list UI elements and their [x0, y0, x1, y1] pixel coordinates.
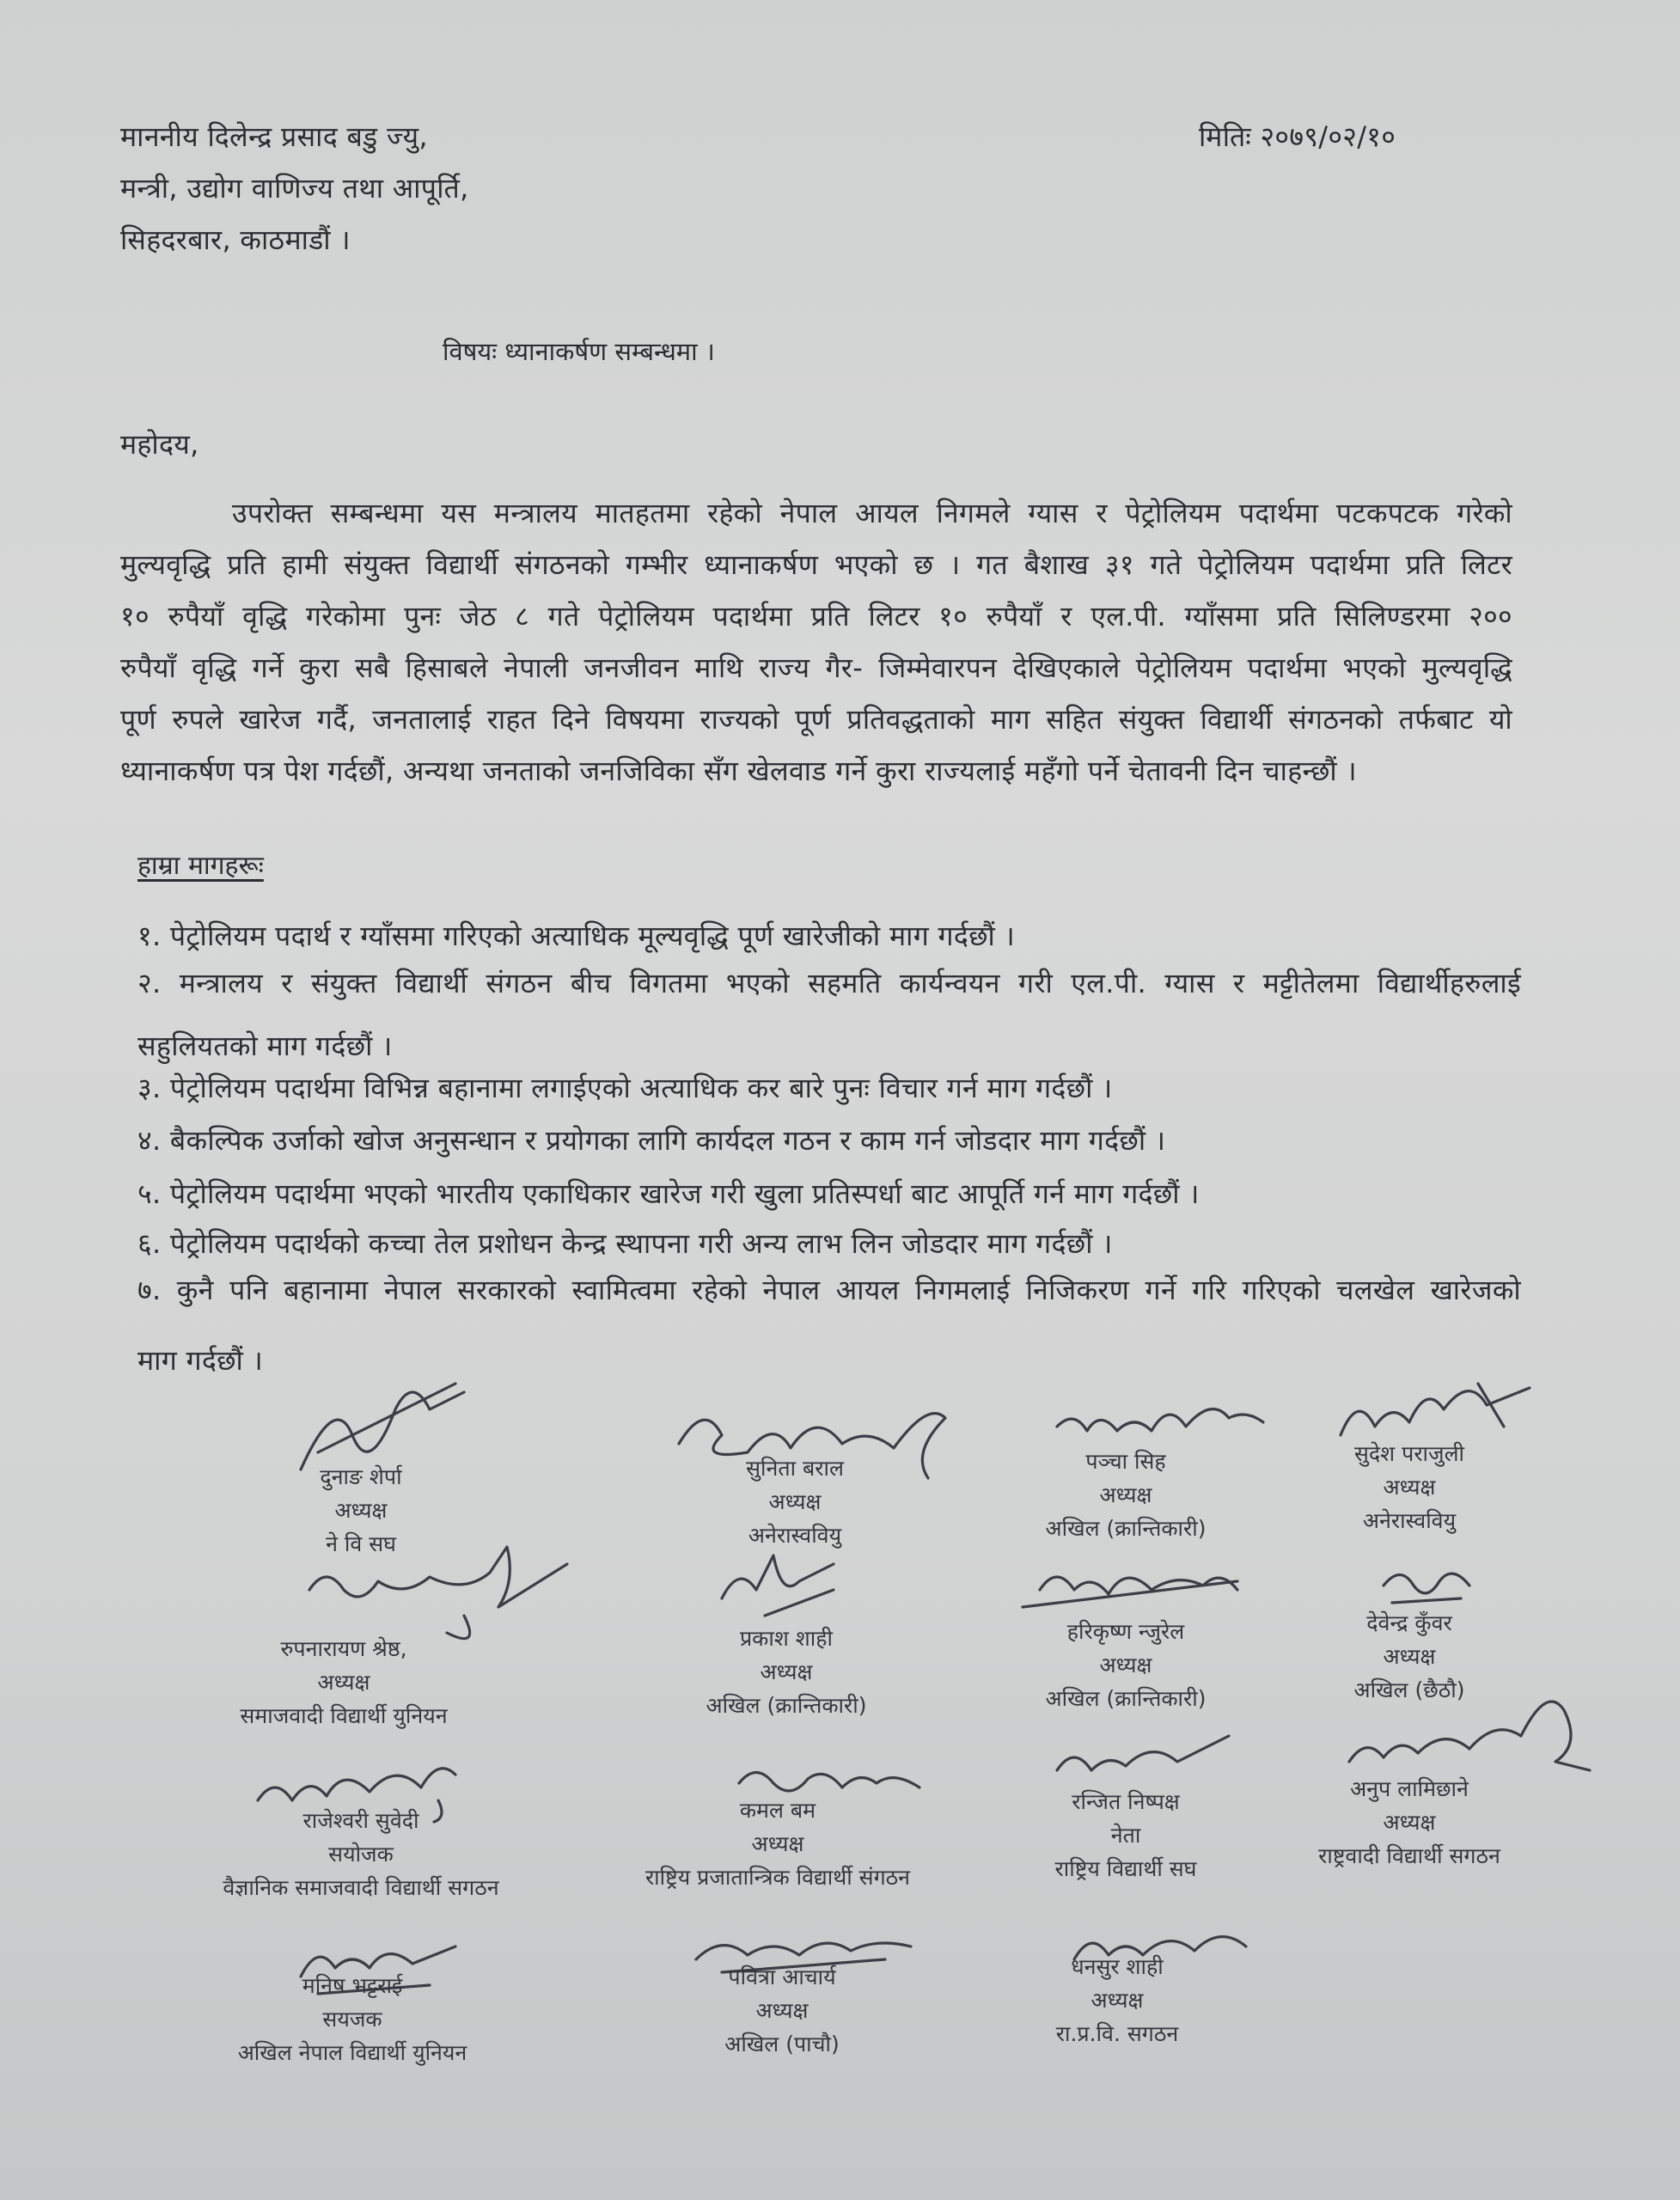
signatory-name: रन्जित निष्पक्ष: [1072, 1789, 1180, 1814]
signatory-name: पवित्रा आचार्य: [728, 1965, 836, 1989]
signatory-role: अध्यक्ष: [768, 1488, 822, 1514]
signatory-block: [1220, 1773, 1598, 1873]
signatory-org: रा.प्र.वि. सगठन: [1055, 2020, 1179, 2046]
demand-line-6: ६. पेट्रोलियम पदार्थको कच्चा तेल प्रशोधन केन्द्र स्थापना गरी अन्य लाभ लिन जोडदार माग गर्दछौं ।: [137, 1227, 1113, 1260]
signatory-role: सयजक: [322, 2006, 382, 2032]
signatory-name: देवेन्द्र कुँवर: [1366, 1610, 1452, 1635]
signatory-block: [172, 1461, 550, 1561]
letter-date: मितिः २०७९/०२/१०: [1199, 120, 1396, 153]
salutation: महोदय,: [120, 428, 199, 461]
signatory-block: [163, 1970, 541, 2069]
signatory-name: पञ्चा सिह: [1085, 1449, 1166, 1474]
signatory-role: अध्यक्ष: [760, 1659, 813, 1684]
demand-line-5: ५. पेट्रोलियम पदार्थमा भएको भारतीय एकाधिकार खारेज गरी खुला प्रतिस्पर्धा बाट आपूर्ति गर्न माग गर्दछौं ।: [137, 1177, 1200, 1210]
signatory-role: अध्यक्ष: [1383, 1474, 1436, 1500]
signatory-block: [589, 1794, 967, 1894]
body-line-3: १० रुपैयाँ वृद्धि गरेकोमा पुनः जेठ ८ गते पेट्रोलियम पदार्थमा प्रति लिटर १० रुपैयाँ र एल.पी. ग्याँसमा प्रति सिलिण्डरमा २००: [120, 600, 1512, 632]
signatory-org: राष्ट्रिय प्रजातान्त्रिक विद्यार्थी संगठन: [645, 1864, 911, 1890]
signatory-org: अनेरास्ववियु: [748, 1522, 842, 1548]
signatory-block: [593, 1961, 971, 2061]
signatory-org: अखिल (पाचौ): [724, 2031, 840, 2056]
signatory-org: ने वि सघ: [326, 1531, 396, 1556]
recipient-line-1: माननीय दिलेन्द्र प्रसाद बडु ज्यु,: [120, 120, 428, 153]
signatory-role: अध्यक्ष: [755, 1997, 809, 2023]
body-line-2: मुल्यवृद्धि प्रति हामी संयुक्त विद्यार्थी संगठनको गम्भीर ध्यानाकर्षण भएको छ । गत बैशाख ३१ गते पेट्रोलियम पदार्थमा प्रति लिटर: [120, 548, 1512, 581]
demand-line-7: ७. कुनै पनि बहानामा नेपाल सरकारको स्वामित्वमा रहेको नेपाल आयल निगमलाई निजिकरण गर्ने गरि गरिएको चलखेल खारेजको: [137, 1274, 1521, 1306]
signatory-org: वैज्ञानिक समाजवादी विद्यार्थी सगठन: [223, 1874, 499, 1900]
signatory-name: प्रकाश शाही: [739, 1626, 834, 1651]
signatory-org: समाजवादी विद्यार्थी युनियन: [240, 1702, 448, 1728]
signatory-role: अध्यक्ष: [1099, 1482, 1152, 1507]
letter-subject: विषयः ध्यानाकर्षण सम्बन्धमा ।: [443, 337, 715, 366]
demands-heading: हाम्रा मागहरूः: [137, 851, 264, 881]
signatory-role: अध्यक्ष: [1383, 1809, 1436, 1835]
signatory-name: धनसुर शाही: [1071, 1954, 1164, 1979]
signatory-role: सयोजक: [328, 1841, 394, 1867]
recipient-line-2: मन्त्री, उद्योग वाणिज्य तथा आपूर्ति,: [120, 172, 469, 205]
signatory-name: कमल बम: [739, 1798, 816, 1823]
demand-line-4: ४. बैकल्पिक उर्जाको खोज अनुसन्धान र प्रयोगका लागि कार्यदल गठन र काम गर्न जोडदार माग गर्दछौं ।: [137, 1124, 1166, 1157]
signature-scribble-11: [1048, 1719, 1237, 1796]
signatory-org: अखिल (क्रान्तिकारी): [1045, 1515, 1207, 1541]
demand-line-3: ३. पेट्रोलियम पदार्थमा विभिन्न बहानामा लगाईएको अत्याधिक कर बारे पुनः विचार गर्न माग गर्दछौं ।: [137, 1072, 1113, 1104]
signatory-role: अध्यक्ष: [1090, 1987, 1144, 2013]
demand-line-2-cont: सहुलियतको माग गर्दछौं ।: [137, 1030, 393, 1062]
body-line-6: ध्यानाकर्षण पत्र पेश गर्दछौं, अन्यथा जनताको जनजिविका सँग खेलवाड गर्ने कुरा राज्यलाई महँगो पर्ने चेतावनी दिन चाहन्छौं ।: [120, 755, 1357, 787]
signatory-block: [597, 1622, 975, 1722]
signatory-name: अनुप लामिछाने: [1350, 1776, 1469, 1801]
signatory-role: अध्यक्ष: [1099, 1652, 1152, 1678]
demand-line-2: २. मन्त्रालय र संयुक्त विद्यार्थी संगठन बीच विगतमा भएको सहमति कार्यन्वयन गरी एल.पी. ग्यास र मट्टीतेलमा विद्यार्थीहरुलाई: [137, 967, 1521, 999]
signatory-block: [1220, 1607, 1598, 1707]
signatory-name: राजेश्वरी सुवेदी: [302, 1808, 419, 1833]
body-line-4: रुपैयाँ वृद्धि गर्ने कुरा सबै हिसाबले नेपाली जनजीवन माथि राज्य गैर- जिम्मेवारपन देखिएकाले पेट्रोलियम पदार्थमा भएको मुल्यवृद्धि: [120, 651, 1512, 684]
recipient-line-3: सिहदरबार, काठमाडौं ।: [120, 223, 351, 256]
signatory-name: रुपनारायण श्रेष्ठ,: [280, 1636, 407, 1661]
signatory-role: अध्यक्ष: [334, 1497, 388, 1523]
signature-scribble-6: [705, 1538, 859, 1633]
signatory-role: अध्यक्ष: [751, 1830, 804, 1856]
signatory-org: अखिल (छैठौ): [1353, 1677, 1465, 1702]
signatory-block: [1220, 1438, 1598, 1537]
signatory-block: [172, 1805, 550, 1904]
signatory-org: अखिल (क्रान्तिकारी): [706, 1692, 867, 1718]
signatory-name: हरिकृष्ण न्जुरेल: [1066, 1619, 1185, 1644]
demand-line-1: १. पेट्रोलियम पदार्थ र ग्याँसमा गरिएको अत्याधिक मूल्यवृद्धि पूर्ण खारेजीको माग गर्दछौं ।: [137, 920, 1016, 952]
signatory-org: राष्ट्रिय विद्यार्थी सघ: [1054, 1855, 1197, 1881]
signatory-org: अखिल नेपाल विद्यार्थी युनियन: [237, 2039, 467, 2065]
signatory-org: राष्ट्रवादी विद्यार्थी सगठन: [1318, 1842, 1500, 1868]
signatory-name: दुनाङ शेर्पा: [320, 1464, 402, 1489]
signatory-role: अध्यक्ष: [317, 1669, 370, 1695]
signatory-role: नेता: [1110, 1822, 1141, 1848]
body-line-5: पूर्ण रुपले खारेज गर्दै, जनतालाई राहत दिने विषयमा राज्यको पूर्ण प्रतिवद्धताको माग सहित संयुक्त विद्यार्थी संगठनको तर्फबाट यो: [120, 703, 1512, 736]
demand-line-7-cont: माग गर्दछौं ।: [137, 1344, 264, 1377]
signatory-name: मनिष भट्टराई: [302, 1973, 403, 1998]
signatory-name: सुनिता बराल: [746, 1456, 844, 1481]
signatory-block: [606, 1452, 984, 1552]
signatory-block: [155, 1633, 533, 1732]
body-line-1: उपरोक्त सम्बन्धमा यस मन्त्रालय मातहतमा रहेको नेपाल आयल निगमले ग्यास र पेट्रोलियम पदार्थमा पटकपटक गरेको: [232, 497, 1512, 529]
signatory-org: अनेरास्ववियु: [1362, 1507, 1457, 1533]
signatory-name: सुदेश पराजुली: [1354, 1441, 1464, 1466]
signatory-org: अखिल (क्रान्तिकारी): [1045, 1685, 1207, 1711]
signatory-block: [928, 1951, 1306, 2050]
signatory-role: अध्यक्ष: [1383, 1643, 1436, 1669]
